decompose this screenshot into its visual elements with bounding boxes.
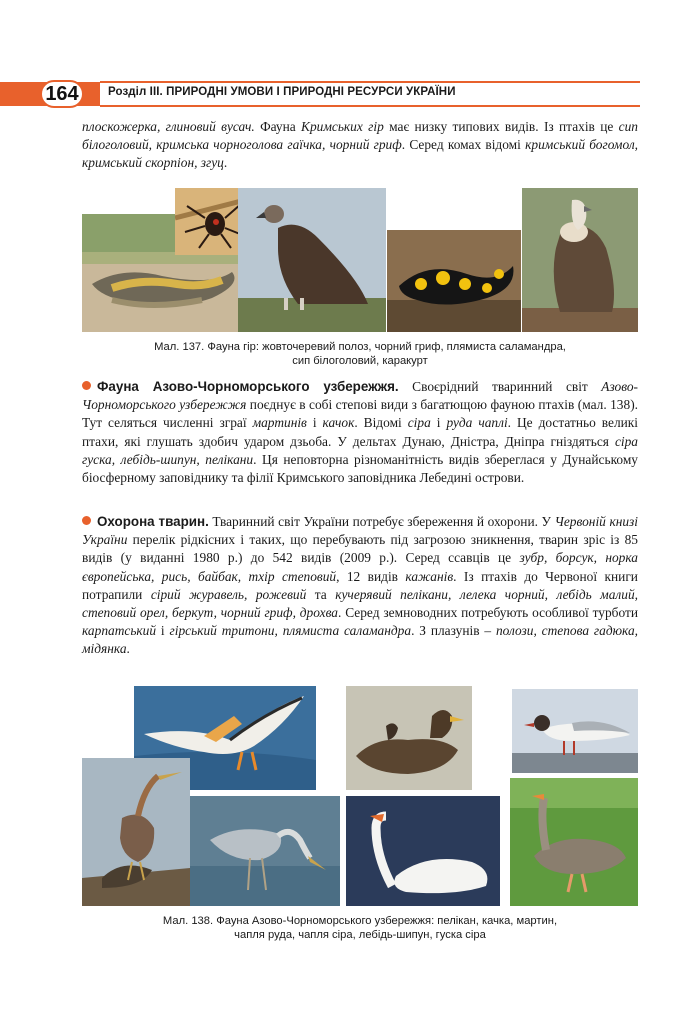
photo-duck bbox=[346, 686, 472, 790]
section_protection-segment: сірий журавель, рожевий bbox=[150, 586, 307, 602]
section_azov-segment: і bbox=[430, 415, 447, 431]
section_protection-segment: . Серед земноводних потребують особливої турботи bbox=[338, 605, 639, 621]
section_protection-segment: та bbox=[306, 586, 336, 602]
section_protection-segment: . З плазунів – bbox=[411, 623, 496, 639]
section_protection-segment: і bbox=[156, 623, 170, 639]
section_azov-segment: і bbox=[306, 415, 323, 431]
photo-grey-heron bbox=[190, 796, 340, 906]
section_protection-segment: , 12 видів bbox=[336, 568, 406, 584]
section_azov-segment: . Це достатньо великі птахи, які глушать здобич ударом дзьоба. У дельтах Дунаю, Дністра, Дніпра гніздяться bbox=[82, 415, 639, 449]
figure-137-caption-line1: Мал. 137. Фауна гір: жовточеревий полоз, чорний гриф, плямиста саламандра, bbox=[154, 341, 566, 353]
azov-heading: Фауна Азово-Чорноморського узбережжя. bbox=[97, 379, 399, 394]
photo-gull bbox=[512, 689, 638, 773]
header-top-rule bbox=[100, 81, 640, 83]
section_protection-segment: . Із птахів до Червоної книги потрапили bbox=[82, 568, 638, 602]
section_protection-segment: кажанів bbox=[405, 568, 454, 584]
protection-body bbox=[82, 514, 638, 656]
section_azov-segment: сіра bbox=[407, 415, 431, 431]
photo-mute-swan bbox=[346, 796, 500, 906]
header-bottom-rule bbox=[100, 105, 640, 107]
section_azov-segment: . Ця неповторна різноманітність видів збереглася у Дунайському біосферному заповіднику та філії Кримського заповідника Лебедині острови. bbox=[82, 451, 639, 486]
figure-138-caption bbox=[82, 914, 638, 942]
section_protection-segment: полози, степова гадюка, мідянка bbox=[82, 623, 639, 657]
section_azov-segment: Своєрідний тваринний світ bbox=[398, 379, 602, 394]
section_azov-segment: Азово-Чорноморського узбережжя bbox=[82, 379, 638, 413]
figure-137-caption-line2: сип білоголовий, каракурт bbox=[292, 355, 428, 367]
section_protection-segment: . bbox=[126, 641, 130, 657]
bullet-icon bbox=[82, 516, 91, 525]
azov-body bbox=[82, 379, 638, 485]
section_azov-segment: качок bbox=[322, 415, 355, 431]
section_azov-segment: сіра гуска, лебідь-шипун, пелікани bbox=[82, 433, 638, 467]
figure-138-caption-line2: чапля руда, чапля сіра, лебідь-шипун, гуска сіра bbox=[234, 929, 486, 941]
section_protection-segment: карпатський bbox=[82, 623, 157, 639]
section_azov-segment: руда чаплі bbox=[446, 415, 508, 431]
azov-section bbox=[82, 378, 638, 487]
section_protection-segment: кучерявий пелікани, лелека чорний, лебідь малий, степовий орел, беркут, чорний гриф, дрохва bbox=[82, 586, 638, 621]
section_azov-segment: поєднує в собі степові види з багатющою фауною птахів (мал. 138). Тут селяться численні зграї bbox=[82, 397, 638, 431]
photo-black-vulture bbox=[238, 188, 386, 332]
photo-purple-heron bbox=[82, 758, 190, 906]
section-title: Розділ ІІІ. ПРИРОДНІ УМОВИ І ПРИРОДНІ РЕСУРСИ УКРАЇНИ bbox=[108, 86, 456, 98]
section_azov-segment: мартинів bbox=[252, 415, 307, 431]
section_protection-segment: гірський тритони, плямиста саламандра bbox=[169, 623, 412, 639]
protection-heading: Охорона тварин. bbox=[97, 514, 209, 529]
bullet-icon bbox=[82, 381, 91, 390]
intro-paragraph: плоскожерка, глиновий вусач. Фауна Кримських гір має низку типових видів. Із птахів це сип білоголовий, кримська чорноголова гаїчка, чорний гриф. Серед комах відомі кримський богомол, кримський скорпіон, згуц. bbox=[82, 119, 639, 171]
figure-137-caption bbox=[82, 340, 638, 368]
section_protection-segment: зубр, борсук, норка європейська, рись, байбак, тхір степовий bbox=[82, 550, 638, 584]
page-number: 164 bbox=[40, 80, 84, 108]
section_protection-segment: перелік рідкісних і таких, що перебувають під загрозою зникнення, тварин зріс із 85 видів (у виданні 1980 р.) до 542 видів (2009 р.). Серед ссавців це bbox=[82, 532, 638, 566]
figure-138-caption-line1: Мал. 138. Фауна Азово-Чорноморського узбережжя: пелікан, качка, мартин, bbox=[162, 915, 558, 927]
photo-greylag-goose bbox=[510, 778, 638, 906]
section_protection-segment: Тваринний світ України потребує збереження й охорони. У bbox=[208, 514, 555, 529]
section_protection-segment: Червоній книзі України bbox=[82, 514, 638, 548]
photo-griffon-vulture bbox=[522, 188, 638, 332]
photo-fire-salamander bbox=[387, 230, 521, 332]
protection-section bbox=[82, 513, 638, 659]
section_azov-segment: . Відомі bbox=[354, 415, 408, 431]
intro-italic-1: плоскожерка, глиновий вусач. bbox=[82, 119, 255, 134]
